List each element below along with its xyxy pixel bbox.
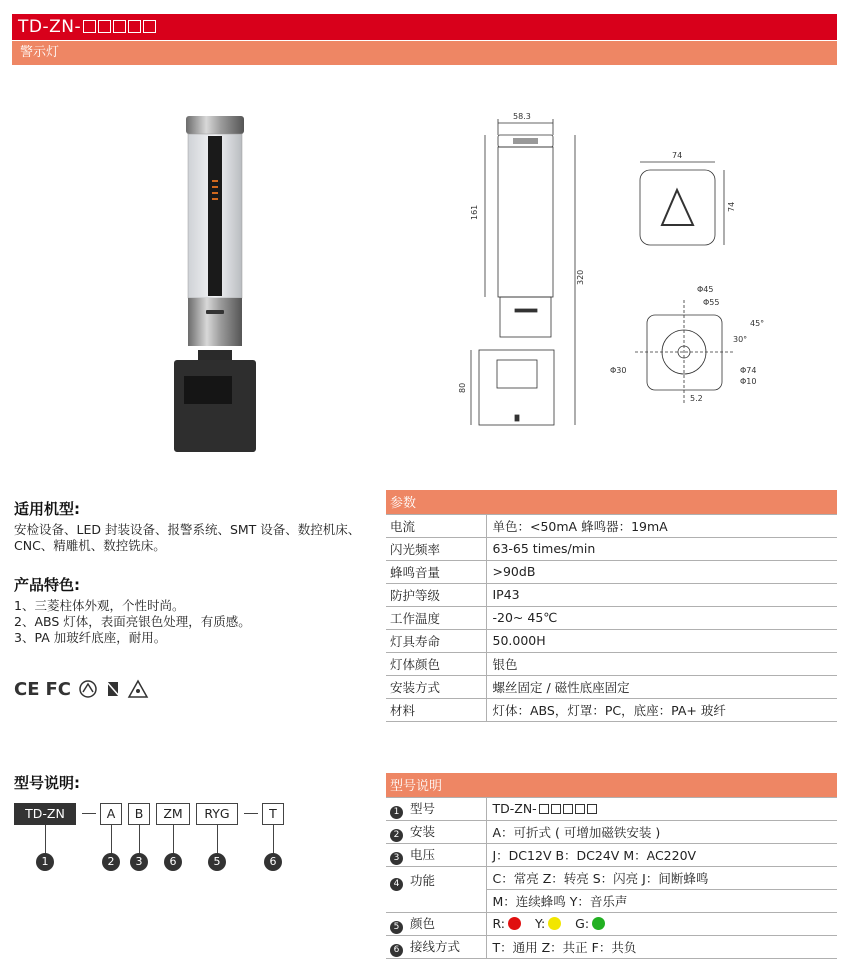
param-key: 工作温度: [386, 606, 486, 629]
model-value: T：通用 Z：共正 F：共负: [486, 935, 837, 958]
list-item: 3、PA 加玻纤底座，耐用。: [14, 630, 167, 645]
row-number-badge: 3: [390, 852, 403, 865]
model-key: 型号: [410, 800, 436, 816]
params-table: [386, 490, 837, 722]
model-number-badge: 3: [130, 853, 148, 871]
table-row: [386, 843, 837, 866]
param-key: 电流: [386, 514, 486, 537]
model-key: 颜色: [410, 915, 436, 931]
dim-base-d4: Φ74: [740, 366, 757, 375]
param-value: -20~ 45℃: [486, 606, 837, 629]
feature-list: [14, 598, 251, 646]
warning-triangle-icon: [127, 679, 149, 699]
table-row: [386, 629, 837, 652]
dim-base-d1: Φ45: [697, 285, 714, 294]
model-number-badge: 1: [36, 853, 54, 871]
param-value: 单色：<50mA 蜂鸣器：19mA: [486, 514, 837, 537]
model-number-badge: 5: [208, 853, 226, 871]
applicable-text-line1: 安检设备、LED 封装设备、报警系统、SMT 设备、数控机床、: [14, 522, 361, 537]
dim-top-w: 74: [672, 151, 683, 160]
model-heading: 型号说明:: [14, 774, 80, 792]
color-options: [486, 912, 837, 935]
model-code-box: B: [128, 803, 150, 825]
table-row: [386, 866, 837, 889]
param-value: IP43: [486, 583, 837, 606]
param-key: 闪光频率: [386, 537, 486, 560]
applicable-text-line2: CNC、精雕机、数控铣床。: [14, 538, 166, 553]
table-row: [386, 514, 837, 537]
ce-mark-icon: CE: [14, 678, 40, 700]
model-value: TD-ZN-: [492, 801, 537, 816]
param-key: 安装方式: [386, 675, 486, 698]
model-code-box: A: [100, 803, 122, 825]
front-dimension-drawing: [455, 95, 605, 440]
category-subtitle: 警示灯: [12, 41, 837, 65]
table-row: [386, 912, 837, 935]
param-key: 灯具寿命: [386, 629, 486, 652]
rohs-mark-icon: [77, 679, 99, 699]
row-number-badge: 5: [390, 921, 403, 934]
param-value: 灯体：ABS，灯罩：PC，底座：PA+ 玻纤: [486, 698, 837, 721]
dim-total-height: 320: [576, 269, 585, 285]
param-key: 防护等级: [386, 583, 486, 606]
param-value: 63-65 times/min: [486, 537, 837, 560]
dim-base-angle2: 30°: [733, 335, 748, 344]
model-value: C：常亮 Z：转亮 S：闪亮 J：间断蜂鸣: [486, 866, 837, 889]
param-value: 银色: [486, 652, 837, 675]
color-label-green: G:: [575, 916, 590, 931]
table-row: [386, 698, 837, 721]
model-prefix: TD-ZN-: [18, 17, 82, 37]
param-key: 灯体颜色: [386, 652, 486, 675]
red-dot-icon: [508, 917, 521, 930]
dim-top-h: 74: [727, 201, 736, 212]
table-row: [386, 606, 837, 629]
dim-front-width: 58.3: [513, 112, 531, 121]
row-number-badge: 2: [390, 829, 403, 842]
features-heading: 产品特色:: [14, 576, 80, 594]
model-key: 接线方式: [410, 938, 461, 954]
fcc-mark-icon: FC: [45, 678, 72, 700]
model-number-badge: 2: [102, 853, 120, 871]
row-number-badge: 1: [390, 806, 403, 819]
table-row: [386, 797, 837, 820]
applicable-heading: 适用机型:: [14, 500, 80, 518]
certification-logos: [14, 679, 149, 699]
model-code-diagram: [14, 803, 314, 883]
table-row: [386, 560, 837, 583]
color-label-red: R:: [492, 916, 506, 931]
dim-base-angle1: 45°: [750, 319, 765, 328]
dim-base-d5: Φ10: [740, 377, 757, 386]
row-number-badge: 6: [390, 944, 403, 957]
param-key: 蜂鸣音量: [386, 560, 486, 583]
param-value: >90dB: [486, 560, 837, 583]
table-row: [386, 583, 837, 606]
model-number-badge: 6: [264, 853, 282, 871]
recycle-bin-icon: [105, 679, 121, 699]
table-row: [386, 537, 837, 560]
page-title: [12, 14, 837, 40]
model-code-box: RYG: [196, 803, 238, 825]
param-key: 材料: [386, 698, 486, 721]
dim-base-d3: Φ30: [610, 366, 627, 375]
row-number-badge: 4: [390, 878, 403, 891]
list-item: 2、ABS 灯体，表面亮银色处理，有质感。: [14, 614, 251, 629]
model-code-box: T: [262, 803, 284, 825]
model-table: [386, 773, 837, 959]
params-heading: 参数: [386, 490, 837, 514]
table-row: [386, 820, 837, 843]
model-key: 功能: [410, 872, 436, 888]
model-code-box: ZM: [156, 803, 190, 825]
param-value: 螺丝固定 / 磁性底座固定: [486, 675, 837, 698]
model-placeholder: [81, 17, 156, 37]
table-row: [386, 652, 837, 675]
base-view-drawing: [605, 280, 775, 410]
param-value: 50.000H: [486, 629, 837, 652]
dim-upper-height: 161: [470, 204, 479, 220]
dim-base-height: 80: [458, 382, 467, 393]
yellow-dot-icon: [548, 917, 561, 930]
list-item: 1、三菱柱体外观，个性时尚。: [14, 598, 185, 613]
model-code-box: TD-ZN: [14, 803, 76, 825]
model-value: A：可折式 ( 可增加磁铁安装 ): [486, 820, 837, 843]
model-value: M：连续蜂鸣 Y：音乐声: [486, 889, 837, 912]
color-label-yellow: Y:: [535, 916, 546, 931]
model-key: 安装: [410, 823, 436, 839]
model-number-badge: 6: [164, 853, 182, 871]
dim-base-slot: 5.2: [690, 394, 703, 403]
dim-base-d2: Φ55: [703, 298, 720, 307]
top-view-drawing: [610, 140, 760, 255]
product-photo: [150, 100, 280, 460]
green-dot-icon: [592, 917, 605, 930]
model-value: J：DC12V B：DC24V M：AC220V: [486, 843, 837, 866]
table-row: [386, 675, 837, 698]
table-row: [386, 935, 837, 958]
model-table-heading: 型号说明: [386, 773, 837, 797]
model-key: 电压: [410, 846, 436, 862]
